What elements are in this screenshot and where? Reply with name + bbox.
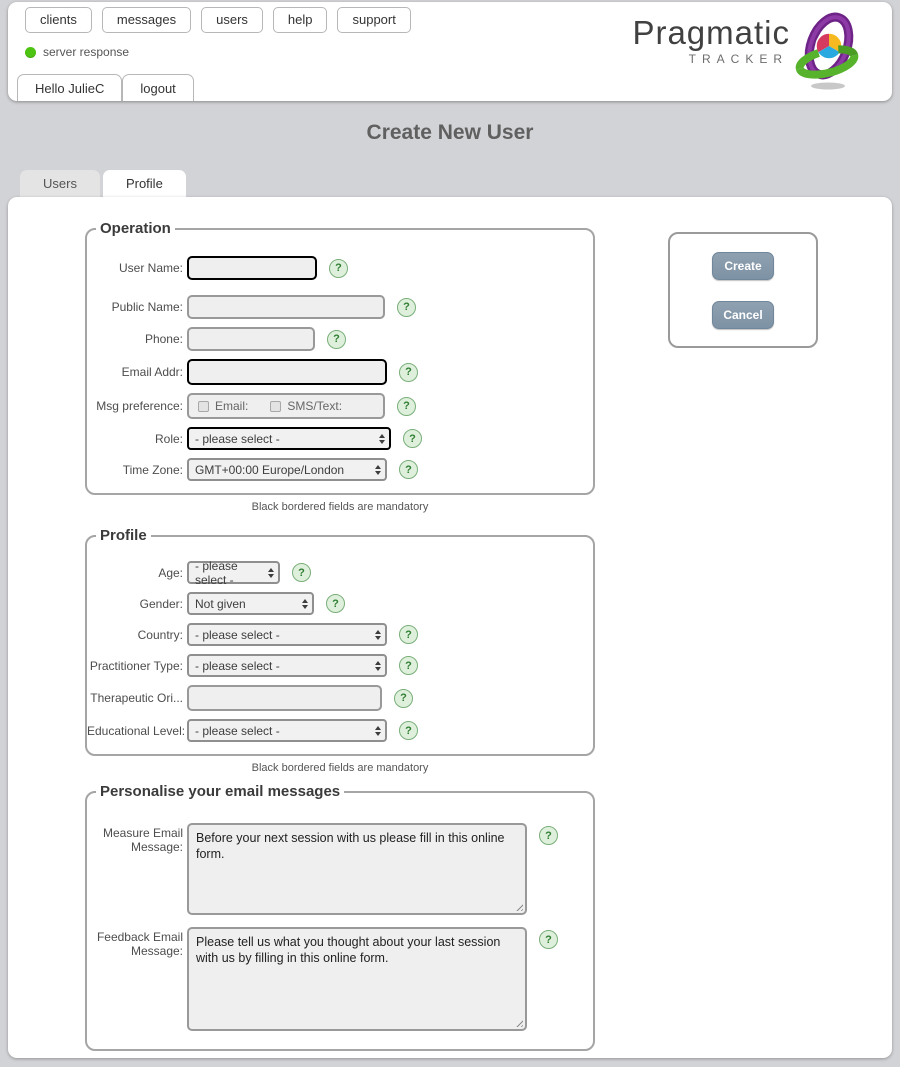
tab-profile[interactable]: Profile — [103, 170, 186, 197]
logo-wordmark: Pragmatic — [632, 14, 790, 51]
user-name-label: User Name: — [118, 261, 183, 275]
educational-level-row — [87, 719, 593, 742]
email-checkbox-label: Email: — [215, 399, 249, 413]
country-select[interactable] — [187, 623, 387, 646]
timezone-row — [87, 458, 593, 481]
age-row — [87, 558, 593, 587]
public-name-label: Public Name: — [111, 300, 183, 314]
educational-level-label: Educational Level: — [87, 723, 186, 738]
profile-mandatory-note: Black bordered fields are mandatory — [251, 762, 429, 774]
nav-tab-support[interactable]: support — [337, 7, 410, 33]
status-dot-icon — [25, 47, 36, 58]
personalise-section — [85, 783, 595, 1051]
timezone-select-value: GMT+00:00 Europe/London — [195, 462, 345, 477]
role-label: Role: — [154, 431, 183, 446]
msg-preference-row — [87, 393, 593, 419]
create-button[interactable]: Create — [712, 252, 774, 280]
therapeutic-orientation-input[interactable] — [187, 685, 382, 711]
action-box — [668, 232, 818, 348]
page-title: Create New User — [366, 121, 534, 144]
country-label: Country: — [137, 627, 183, 642]
gender-label: Gender: — [139, 596, 183, 611]
timezone-select[interactable] — [187, 458, 387, 481]
select-arrows-icon — [374, 630, 382, 640]
role-help-icon[interactable]: ? — [403, 429, 422, 448]
role-select[interactable] — [187, 427, 391, 450]
feedback-email-textarea[interactable] — [187, 927, 527, 1031]
phone-label: Phone: — [144, 332, 183, 346]
user-session-tabs — [17, 74, 194, 101]
therapeutic-orientation-help-icon[interactable]: ? — [394, 689, 413, 708]
profile-section — [85, 527, 595, 756]
educational-level-help-icon[interactable]: ? — [399, 721, 418, 740]
country-help-icon[interactable]: ? — [399, 625, 418, 644]
timezone-help-icon[interactable]: ? — [399, 460, 418, 479]
role-row — [87, 427, 593, 450]
logo-swirl-icon — [792, 10, 864, 94]
msg-preference-help-icon[interactable]: ? — [397, 397, 416, 416]
age-label: Age: — [158, 565, 183, 580]
top-navigation — [25, 7, 411, 33]
country-row — [87, 623, 593, 646]
timezone-label: Time Zone: — [122, 462, 183, 477]
age-select[interactable] — [187, 558, 280, 587]
country-select-value: - please select - — [195, 627, 280, 642]
select-arrows-icon — [301, 599, 309, 609]
practitioner-type-select[interactable] — [187, 654, 387, 677]
logout-tab[interactable]: logout — [122, 74, 193, 101]
nav-tab-clients[interactable]: clients — [25, 7, 92, 33]
nav-tab-help[interactable]: help — [273, 7, 328, 33]
operation-section — [85, 220, 595, 495]
tab-users[interactable]: Users — [20, 170, 100, 197]
practitioner-type-row — [87, 654, 593, 677]
email-row — [87, 359, 593, 385]
greeting-tab[interactable]: Hello JulieC — [17, 74, 122, 101]
public-name-row — [87, 295, 593, 319]
educational-level-select-value: - please select - — [195, 723, 280, 738]
user-name-input[interactable] — [187, 256, 317, 280]
operation-legend: Operation — [96, 220, 175, 237]
sms-checkbox[interactable] — [270, 401, 281, 412]
email-input[interactable] — [187, 359, 387, 385]
user-name-help-icon[interactable]: ? — [329, 259, 348, 278]
server-status-label: server response — [43, 45, 130, 59]
gender-help-icon[interactable]: ? — [326, 594, 345, 613]
cancel-button[interactable]: Cancel — [712, 301, 774, 329]
logo-subtitle: TRACKER — [688, 52, 788, 66]
operation-mandatory-note: Black bordered fields are mandatory — [251, 501, 429, 513]
server-status — [25, 45, 129, 59]
gender-select[interactable] — [187, 592, 314, 615]
msg-preference-label: Msg preference: — [96, 399, 183, 413]
measure-email-label: Measure Email Message: — [102, 826, 183, 854]
select-arrows-icon — [378, 434, 386, 444]
gender-row — [87, 592, 593, 615]
app-header — [8, 2, 892, 101]
select-arrows-icon — [374, 465, 382, 475]
feedback-email-label: Feedback Email Message: — [96, 930, 183, 958]
phone-help-icon[interactable]: ? — [327, 330, 346, 349]
sms-checkbox-label: SMS/Text: — [287, 399, 343, 413]
select-arrows-icon — [374, 726, 382, 736]
gender-select-value: Not given — [195, 596, 246, 611]
pragmatic-tracker-logo — [632, 10, 864, 94]
educational-level-select[interactable] — [187, 719, 387, 742]
practitioner-type-select-value: - please select - — [195, 658, 280, 673]
email-checkbox[interactable] — [198, 401, 209, 412]
measure-email-row — [87, 823, 593, 915]
practitioner-type-help-icon[interactable]: ? — [399, 656, 418, 675]
profile-legend: Profile — [96, 527, 151, 544]
personalise-legend: Personalise your email messages — [96, 783, 344, 800]
nav-tab-users[interactable]: users — [201, 7, 263, 33]
public-name-input[interactable] — [187, 295, 385, 319]
therapeutic-orientation-label: Therapeutic Ori... — [90, 691, 183, 705]
msg-preference-group — [187, 393, 385, 419]
phone-row — [87, 327, 593, 351]
select-arrows-icon — [374, 661, 382, 671]
phone-input[interactable] — [187, 327, 315, 351]
role-select-value: - please select - — [195, 431, 280, 446]
content-panel — [8, 197, 892, 1058]
email-help-icon[interactable]: ? — [399, 363, 418, 382]
content-tabs — [20, 170, 186, 197]
age-help-icon[interactable]: ? — [292, 563, 311, 582]
feedback-email-row — [87, 927, 593, 1031]
measure-email-help-icon[interactable]: ? — [539, 826, 558, 845]
public-name-help-icon[interactable]: ? — [397, 298, 416, 317]
measure-email-textarea[interactable] — [187, 823, 527, 915]
select-arrows-icon — [267, 568, 275, 578]
nav-tab-messages[interactable]: messages — [102, 7, 191, 33]
age-select-value: - please select - — [195, 558, 238, 587]
feedback-email-help-icon[interactable]: ? — [539, 930, 558, 949]
practitioner-type-label: Practitioner Type: — [89, 658, 183, 673]
email-label: Email Addr: — [121, 365, 183, 379]
user-name-row — [87, 256, 593, 280]
therapeutic-orientation-row — [87, 685, 593, 711]
